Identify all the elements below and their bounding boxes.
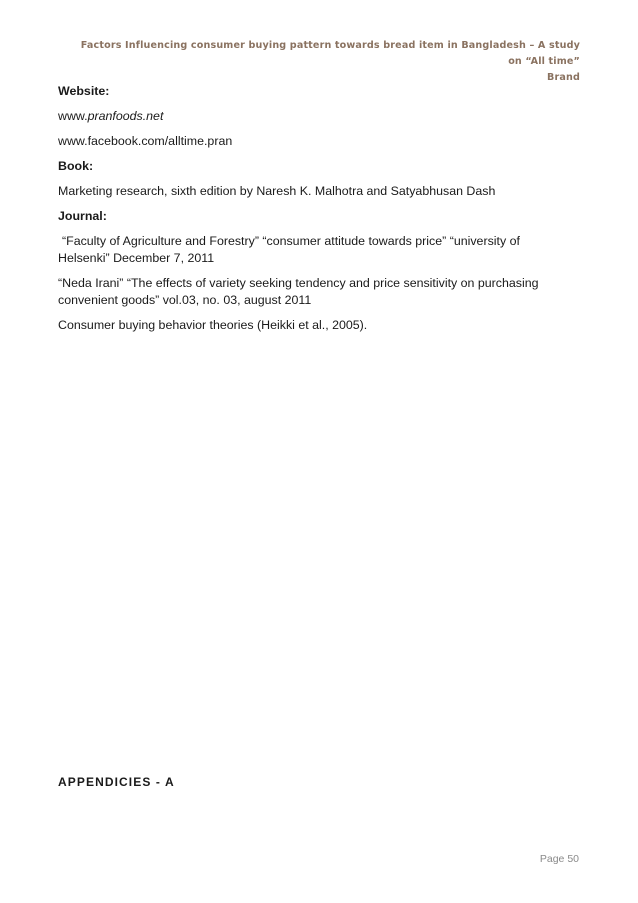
references-section xyxy=(58,83,586,342)
book-heading: Book: xyxy=(58,159,94,173)
appendix-heading: APPENDICIES - A xyxy=(58,775,175,789)
journal-entry-1 xyxy=(58,233,586,267)
header-line-2: Brand xyxy=(547,72,580,83)
journal-entry-2-line-1: “Neda Irani” “The effects of variety seeking tendency and price sensitivity on purchasing xyxy=(58,276,539,290)
book-entry: Marketing research, sixth edition by Naresh K. Malhotra and Satyabhusan Dash xyxy=(58,184,496,198)
page-number: Page 50 xyxy=(539,853,579,865)
journal-heading: Journal: xyxy=(58,209,107,223)
website-heading: Website: xyxy=(58,84,110,98)
journal-entry-2 xyxy=(58,275,586,309)
journal-entry-1-line-2: Helsenki” December 7, 2011 xyxy=(58,251,215,265)
website-entry-2: www.facebook.com/alltime.pran xyxy=(58,134,233,148)
website-prefix: www. xyxy=(58,109,88,123)
header-line-1: Factors Influencing consumer buying pattern towards bread item in Bangladesh – A study on “All time” xyxy=(80,40,580,67)
theory-entry: Consumer buying behavior theories (Heikki et al., 2005). xyxy=(58,318,368,332)
website-domain: pranfoods.net xyxy=(87,109,164,123)
journal-entry-1-line-1: “Faculty of Agriculture and Forestry” “consumer attitude towards price” “university of xyxy=(62,234,520,248)
journal-entry-2-line-2: convenient goods” vol.03, no. 03, august 2011 xyxy=(58,293,312,307)
website-entry-1 xyxy=(58,108,586,125)
running-header xyxy=(70,38,580,86)
